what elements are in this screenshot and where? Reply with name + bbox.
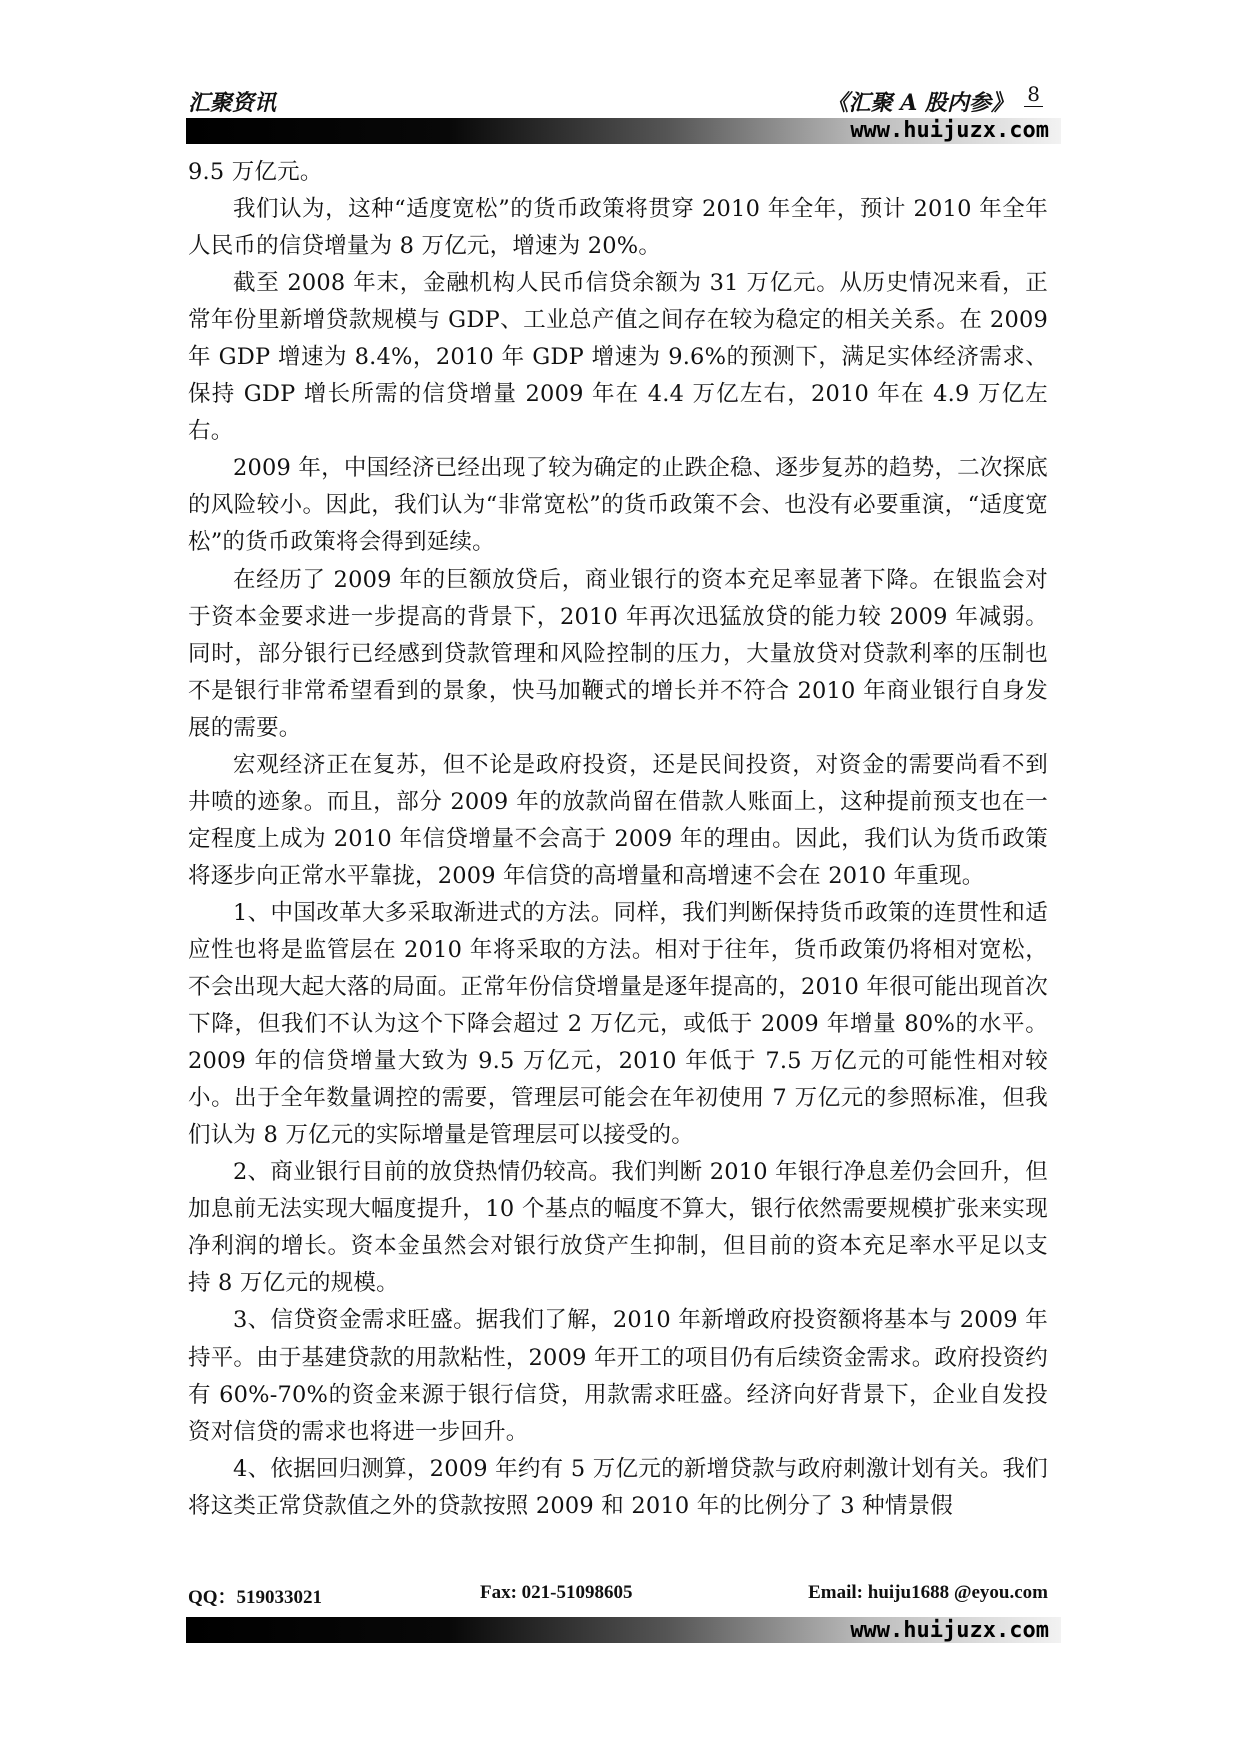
article-body xyxy=(188,154,1048,1525)
publication-title: 《汇聚 A 股内参》 xyxy=(826,90,1013,116)
brand-name: 汇聚资讯 xyxy=(188,91,277,116)
footer-email: Email: huiju1688 @eyou.com xyxy=(808,1582,1048,1603)
paragraph: 在经历了 2009 年的巨额放贷后，商业银行的资本充足率显著下降。在银监会对于资本金要求进一步提高的背景下，2010 年再次迅猛放贷的能力较 2009 年减弱。同时，部分银行已经感到贷款管理和风险控制的压力，大量放贷对贷款利率的压制也不是银行非常希望看到的景象，快马加鞭式的增长并不符合 2010 年商业银行自身发展的需要。 xyxy=(188,566,1048,741)
paragraph: 宏观经济正在复苏，但不论是政府投资，还是民间投资，对资金的需要尚看不到井喷的迹象。而且，部分 2009 年的放款尚留在借款人账面上，这种提前预支也在一定程度上成为 2010 年信贷增量不会高于 2009 年的理由。因此，我们认为货币政策将逐步向正常水平靠拢，2009 年信贷的高增量和高增速不会在 2010 年重现。 xyxy=(188,751,1048,889)
paragraph: 2、商业银行目前的放贷热情仍较高。我们判断 2010 年银行净息差仍会回升，但加息前无法实现大幅度提升，10 个基点的幅度不算大，银行依然需要规模扩张来实现净利润的增长。资本金虽然会对银行放贷产生抑制，但目前的资本充足率水平足以支持 8 万亿元的规模。 xyxy=(188,1159,1048,1297)
paragraph: 2009 年，中国经济已经出现了较为确定的止跌企稳、逐步复苏的趋势，二次探底的风险较小。因此，我们认为“非常宽松”的货币政策不会、也没有必要重演，“适度宽松”的货币政策将会得到延续。 xyxy=(188,455,1048,556)
page-number: 8 xyxy=(1024,82,1043,107)
footer-qq: QQ：519033021 xyxy=(188,1587,323,1608)
paragraph: 1、中国改革大多采取渐进式的方法。同样，我们判断保持货币政策的连贯性和适应性也将是监管层在 2010 年将采取的方法。相对于往年，货币政策仍将相对宽松，不会出现大起大落的局面。正常年份信贷增量是逐年提高的，2010 年很可能出现首次下降，但我们不认为这个下降会超过 2 万亿元，或低于 2009 年增量 80%的水平。2009 年的信贷增量大致为 9.5 万亿元，2010 年低于 7.5 万亿元的可能性相对较小。出于全年数量调控的需要，管理层可能会在年初使用 7 万亿元的参照标准，但我们认为 8 万亿元的实际增量是管理层可以接受的。 xyxy=(188,899,1048,1149)
paragraph: 9.5 万亿元。 xyxy=(188,159,323,185)
paragraph: 我们认为，这种“适度宽松”的货币政策将贯穿 2010 年全年，预计 2010 年全年人民币的信贷增量为 8 万亿元，增速为 20%。 xyxy=(188,196,1048,260)
footer-website: www.huijuzx.com xyxy=(850,1618,1049,1643)
paragraph: 3、信贷资金需求旺盛。据我们了解，2010 年新增政府投资额将基本与 2009 年持平。由于基建贷款的用款粘性，2009 年开工的项目仍有后续资金需求。政府投资约有 60%-70%的资金来源于银行信贷，用款需求旺盛。经济向好背景下，企业自发投资对信贷的需求也将进一步回升。 xyxy=(188,1307,1048,1445)
footer-fax: Fax: 021-51098605 xyxy=(480,1582,633,1603)
page-header xyxy=(188,82,1043,120)
page-footer xyxy=(188,1582,1048,1612)
header-website: www.huijuzx.com xyxy=(850,118,1049,143)
paragraph: 4、依据回归测算，2009 年约有 5 万亿元的新增贷款与政府刺激计划有关。我们将这类正常贷款值之外的贷款按照 2009 和 2010 年的比例分了 3 种情景假 xyxy=(188,1455,1048,1519)
paragraph: 截至 2008 年末，金融机构人民币信贷余额为 31 万亿元。从历史情况来看，正常年份里新增贷款规模与 GDP、工业总产值之间存在较为稳定的相关关系。在 2009 年 GDP 增速为 8.4%，2010 年 GDP 增速为 9.6%的预测下，满足实体经济需求、保持 GDP 增长所需的信贷增量 2009 年在 4.4 万亿左右，2010 年在 4.9 万亿左右。 xyxy=(188,270,1048,445)
